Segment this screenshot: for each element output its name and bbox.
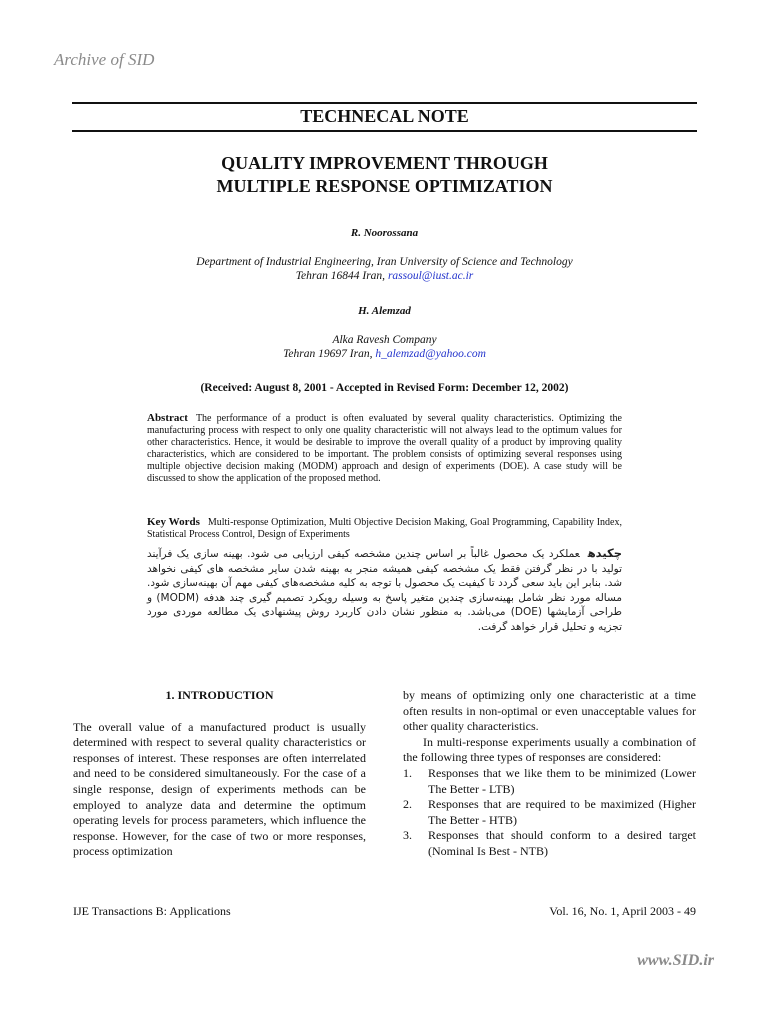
affiliation-1-line-2: [72, 269, 697, 283]
affiliation-1-line-1: Department of Industrial Engineering, Iran University of Science and Technology: [196, 256, 573, 268]
affiliation-1-address: Tehran 16844 Iran,: [295, 270, 388, 282]
list-item-number: 1.: [403, 765, 412, 780]
received-dates: (Received: August 8, 2001 - Accepted in Revised Form: December 12, 2002): [200, 382, 569, 394]
sid-url-watermark: www.SID.ir: [637, 952, 714, 969]
author-affiliation-2: [72, 333, 697, 361]
left-column: [73, 688, 366, 860]
right-column: [403, 688, 696, 860]
response-types-list: [403, 766, 696, 860]
author-affiliation-1: [72, 255, 697, 283]
keywords: [147, 516, 622, 542]
section-heading: 1. INTRODUCTION: [165, 688, 274, 702]
footer-journal: IJE Transactions B: Applications: [73, 904, 231, 918]
list-item-text: Responses that are required to be maximized (Higher The Better - HTB): [428, 797, 696, 827]
list-item-number: 2.: [403, 797, 412, 812]
continued-paragraph: by means of optimizing only one characteristic at a time often results in non-optimal or even unacceptable values for other quality characteristics.: [403, 688, 696, 734]
author-name-2: H. Alemzad: [358, 305, 411, 317]
persian-abstract-label: چکیده: [587, 546, 622, 560]
archive-watermark: Archive of SID: [54, 50, 155, 69]
footer-volume: Vol. 16, No. 1, April 2003 - 49: [549, 904, 696, 918]
response-types-paragraph: In multi-response experiments usually a combination of the following three types of responses are considered:: [403, 734, 696, 765]
persian-abstract-text: عملکرد یک محصول غالباً بر اساس چندین مشخصه کیفی ارزیابی می شود. بهینه سازی یک فرآیند تولید با در نظر گرفتن فقط یک مشخصه کیفی همیشه منجر به بهینه شدن سایر مشخصه های کیفی نخواهد شد. بنابر این باید سعی گردد تا کیفیت یک محصول با توجه به کلیه مشخصه‌های کیفی مهم آن بهینه‌سازی شود. مساله مورد نظر شامل بهینه‌سازی چندین متغیر پاسخ به وسیله رویکرد تصمیم گیری چند هدفه (MODM) و طراحی آزمایشها (DOE) می‌باشد. به منظور نشان دادن کاربرد روش پیشنهادی یک مطالعه موردی مورد تجزیه و تحلیل قرار خواهد گرفت.: [147, 548, 623, 633]
keywords-label: Key Words: [147, 516, 200, 528]
author-email-1[interactable]: rassoul@iust.ac.ir: [387, 270, 474, 282]
list-item: [403, 766, 696, 797]
note-type-heading: TECHNECAL NOTE: [300, 106, 469, 126]
title-line-2: MULTIPLE RESPONSE OPTIMIZATION: [216, 176, 553, 196]
abstract-text: The performance of a product is often evaluated by several quality characteristics. Optimizing the manufacturing process with respect to only one quality characteristic will not always lead to the optimum values for other characteristics. Hence, it would be desirable to improve the overall quality of a product by improving quality characteristics, which are considered to be important. The problem consists of optimizing several responses using multiple objective decision making (MODM) approach and design of experiments (DOE). A case study will be discussed to show the application of the proposed method.: [147, 413, 622, 485]
abstract-label: Abstract: [147, 412, 188, 424]
persian-abstract: [147, 546, 622, 635]
top-rule: [72, 102, 697, 104]
abstract: [147, 412, 622, 486]
keywords-text: Multi-response Optimization, Multi Objective Decision Making, Goal Programming, Capability Index, Statistical Process Control, Design of Experiments: [147, 517, 622, 541]
affiliation-2-line-2: [72, 347, 697, 361]
author-name-1: R. Noorossana: [350, 227, 419, 239]
list-item: [403, 828, 696, 859]
heading-rule: [72, 130, 697, 132]
paper-title: [72, 152, 697, 198]
list-item-text: Responses that should conform to a desired target (Nominal Is Best - NTB): [428, 828, 696, 858]
list-item: [403, 797, 696, 828]
title-line-1: QUALITY IMPROVEMENT THROUGH: [221, 153, 548, 173]
author-email-2[interactable]: h_alemzad@yahoo.com: [375, 348, 486, 360]
affiliation-2-line-1: Alka Ravesh Company: [332, 334, 437, 346]
list-item-text: Responses that we like them to be minimized (Lower The Better - LTB): [428, 765, 696, 796]
list-item-number: 3.: [403, 828, 412, 843]
intro-paragraph: The overall value of a manufactured product is usually determined with respect to several quality characteristics or responses of interest. These responses are often interrelated and need to be considered simultaneously. For the case of a single response, design of experiments methods can be employed to analyze data and determine the optimum operating levels for process parameters, which influence the response. However, for the case of two or more responses, process optimization: [73, 719, 366, 859]
affiliation-2-address: Tehran 19697 Iran,: [283, 348, 376, 360]
